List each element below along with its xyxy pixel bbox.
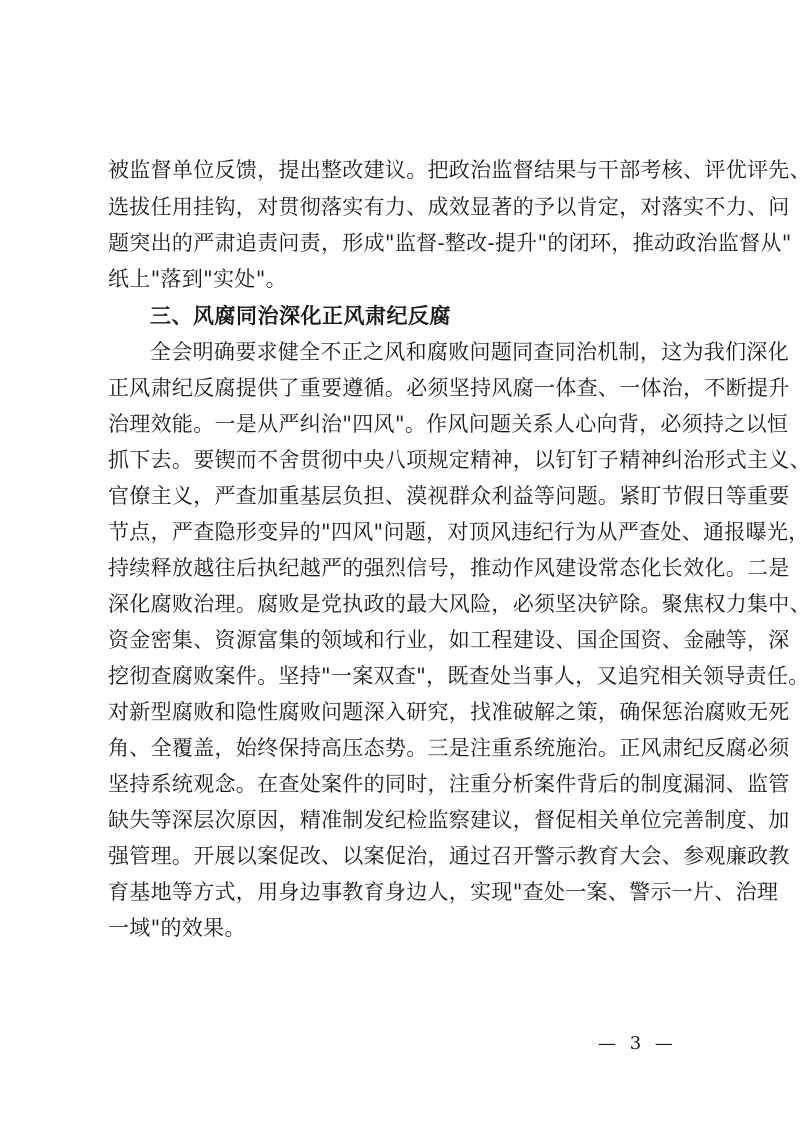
paragraph-2-line-12: 角、全覆盖，始终保持高压态势。三是注重系统施治。正风肃纪反腐必须 [108,736,790,760]
paragraph-2-line-17: 一域"的效果。 [108,916,246,940]
paragraph-1-line-4: 纸上"落到"实处"。 [108,267,287,291]
paragraph-2-line-4: 抓下去。要锲而不舍贯彻中央八项规定精神，以钉钉子精神纠治形式主义、 [108,448,811,472]
paragraph-2-line-1: 全会明确要求健全不正之风和腐败问题同查同治机制，这为我们深化 [150,340,789,364]
paragraph-2-line-2: 正风肃纪反腐提供了重要遵循。必须坚持风腐一体查、一体治，不断提升 [108,376,790,400]
paragraph-1-line-1: 被监督单位反馈，提出整改建议。把政治监督结果与干部考核、评优评先、 [108,158,811,182]
paragraph-2-line-7: 持续释放越往后执纪越严的强烈信号，推动作风建设常态化长效化。二是 [108,556,790,580]
paragraph-2-line-3: 治理效能。一是从严纠治"四风"。作风问题关系人心向背，必须持之以恒 [108,412,789,436]
paragraph-2-line-15: 强管理。开展以案促改、以案促治，通过召开警示教育大会、参观廉政教 [108,844,790,868]
paragraph-2-line-10: 挖彻查腐败案件。坚持"一案双查"，既查处当事人，又追究相关领导责任。 [108,664,810,688]
paragraph-2-line-9: 资金密集、资源富集的领域和行业，如工程建设、国企国资、金融等，深 [108,628,790,652]
paragraph-1-line-3: 题突出的严肃追责问责，形成"监督-整改-提升"的闭环，推动政治监督从" [108,231,792,255]
paragraph-2-line-8: 深化腐败治理。腐败是党执政的最大风险，必须坚决铲除。聚焦权力集中、 [108,592,811,616]
paragraph-2-line-6: 节点，严查隐形变异的"四风"问题，对顶风违纪行为从严查处、通报曝光， [108,520,810,544]
paragraph-2-line-13: 坚持系统观念。在查处案件的同时，注重分析案件背后的制度漏洞、监管 [108,772,790,796]
section-heading: 三、风腐同治深化正风肃纪反腐 [150,304,451,328]
paragraph-2-line-5: 官僚主义，严查加重基层负担、漠视群众利益等问题。紧盯节假日等重要 [108,484,790,508]
paragraph-2-line-14: 缺失等深层次原因，精准制发纪检监察建议，督促相关单位完善制度、加 [108,808,790,832]
paragraph-2-line-16: 育基地等方式，用身边事教育身边人，实现"查处一案、警示一片、治理 [108,880,779,904]
page-number: — 3 — [598,1033,677,1054]
paragraph-1-line-2: 选拔任用挂钩，对贯彻落实有力、成效显著的予以肯定，对落实不力、问 [108,195,790,219]
paragraph-2-line-11: 对新型腐败和隐性腐败问题深入研究，找准破解之策，确保惩治腐败无死 [108,700,790,724]
